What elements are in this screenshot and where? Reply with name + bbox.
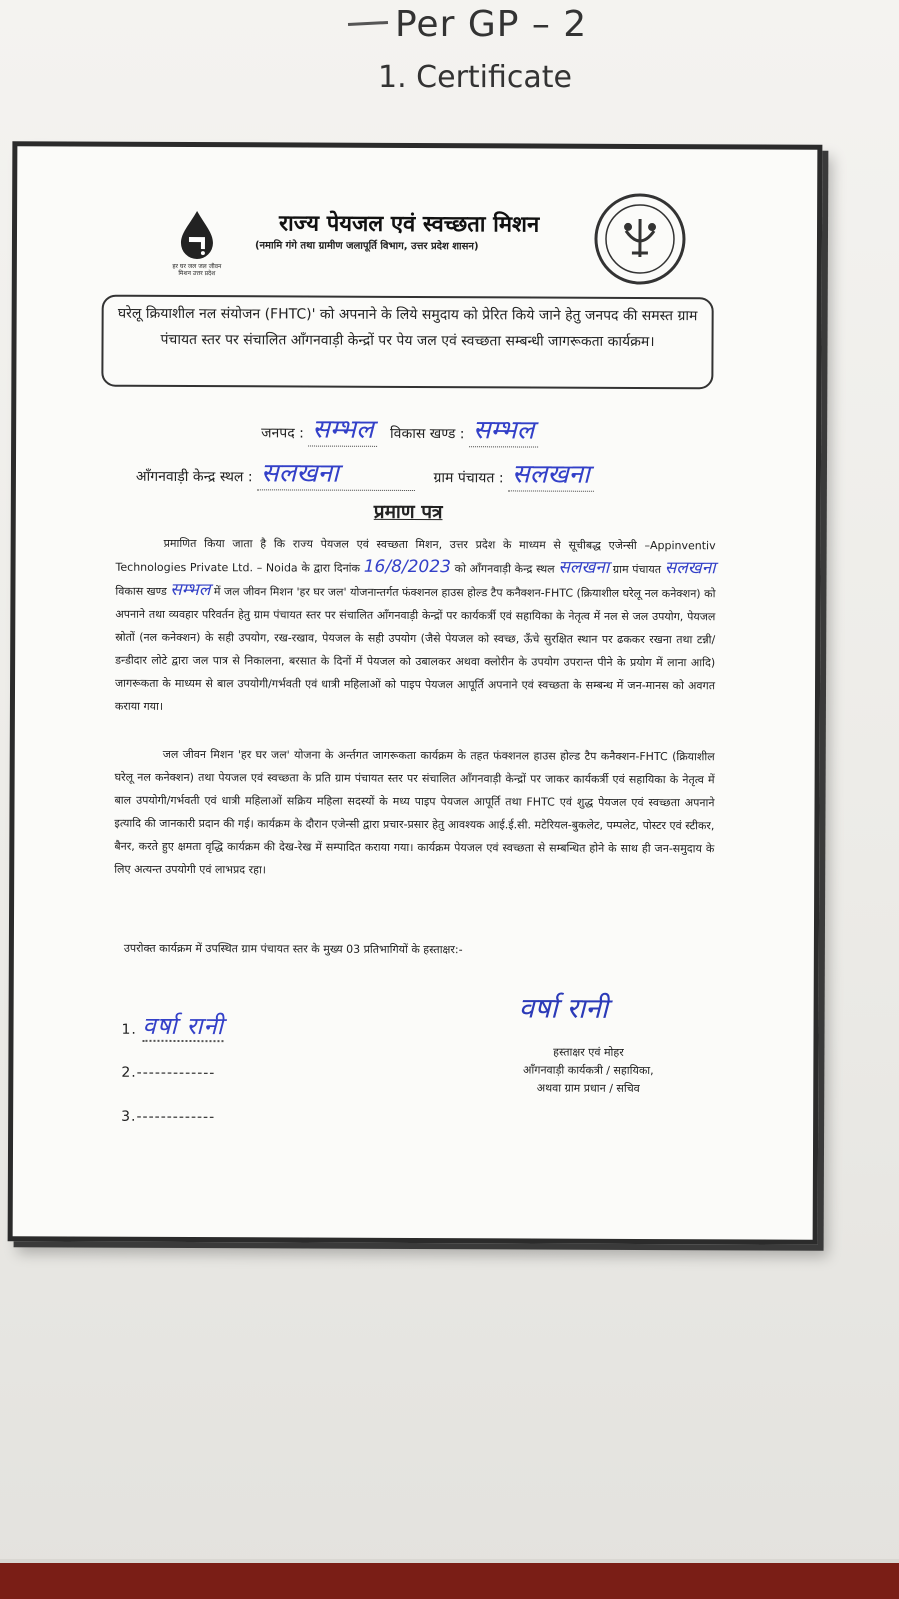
program-banner: घरेलू क्रियाशील नल संयोजन (FHTC)' को अपनाने के लिये समुदाय को प्रेरित किये जाने हेतु जनपद की समस्त ग्राम पंचायत स्तर पर संचालित आँगनवाड़ी केन्द्रों पर पेय जल एवं स्वच्छता सम्बन्धी जागरूकता कार्यक्रम। (101, 295, 713, 390)
certificate-paragraph-1 (115, 532, 716, 721)
signature-stamp-caption (508, 1043, 668, 1098)
stamp-line-2: आँगनवाड़ी कार्यकत्री / सहायिका, (522, 1063, 654, 1078)
uttar-pradesh-emblem (592, 191, 688, 287)
date-value: 16/8/2023 (363, 556, 451, 578)
vikas-value: सम्भल (469, 410, 538, 447)
signature-intro: उपरोक्त कार्यक्रम में उपस्थित ग्राम पंचायत स्तर के मुख्य 03 प्रतिभागियों के हस्ताक्षर:- (123, 941, 463, 957)
certificate-paragraph-2: जल जीवन मिशन 'हर घर जल' योजना के अर्न्तगत जागरूकता कार्यक्रम के तहत फंक्शनल हाउस होल्ड टैप कनैक्शन-FHTC (क्रियाशील घरेलू नल कनेक्शन) तथा पेयजल एवं स्वच्छता के प्रति ग्राम पंचायत स्तर पर संचालित आँगनवाड़ी केन्द्रों पर जाकर कार्यकर्त्री एवं सहायिका के नेतृत्व में बाल उपयोगी/गर्भवती एवं धात्री महिलाओं सक्रिय महिला सदस्यों के मध्य पाइप पेयजल आपूर्ति तथा FHTC एवं शुद्ध पेयजल एवं स्वच्छता अपनाने इत्यादि की जानकारी प्रदान की गई। कार्यक्रम के दौरान एजेन्सी द्वारा प्रचार-प्रसार हेतु आवश्यक आई.ई.सी. मटेरियल-बुकलेट, पम्पलेट, पोस्टर एवं स्टीकर, बैनर, करते हुए क्षमता वृद्धि कार्यक्रम की देख-रेख में सम्पादित कराया गया। कार्यक्रम पेयजल एवं स्वच्छता से सम्बन्धित होने के साथ ही जन-समुदाय के लिए अत्यन्त उपयोगी एवं लाभप्रद रहा। (114, 747, 715, 877)
logo-tagline: हर घर जल जल जीवन मिशन उत्तर प्रदेश (172, 262, 222, 278)
gram-value: सलखना (508, 454, 594, 491)
janpad-value: सम्भल (308, 410, 377, 447)
kendra-field (136, 453, 594, 492)
certificate-sheet (8, 141, 823, 1245)
signature-1-handwritten: वर्षा रानी (142, 1011, 225, 1041)
stamp-line-1: हस्ताक्षर एवं मोहर (553, 1045, 624, 1059)
para1-start: प्रमाणित किया जाता है कि राज्य पेयजल एवं स्वच्छता मिशन, उत्तर प्रदेश के माध्यम से सूचीबद्ध एजेन्सी –Appinventiv Technologies Private Ltd. – Noida के द्वारा दिनांक (115, 536, 716, 575)
table-surface (0, 1563, 899, 1599)
signature-line-2: 2.------------- (121, 1064, 216, 1082)
vikas-hand-value: सम्भल (170, 579, 211, 601)
signature-1-number: 1. (121, 1021, 137, 1038)
janpad-label: जनपद : (261, 425, 304, 442)
handwritten-page-title: Per GP – 2 (395, 4, 588, 45)
gram-hand-value: सलखना (664, 558, 716, 579)
para1-rest: में जल जीवन मिशन 'हर घर जल' योजनान्तर्गत फंक्शनल हाउस होल्ड टैप कनैक्शन-FHTC (क्रियाशील घरेलू नल कनेक्शन) को अपनाने तथा व्यवहार परिवर्तन हेतु ग्राम पंचायत स्तर पर संचालित आँगनवाड़ी केन्द्रों पर कार्यकर्त्री एवं सहायिका के नेतृत्व में नल से जल उपयोग, पेयजल स्रोतों (नल कनेक्शन) के सही उपयोग, रख-रखाव, पेयजल के सही उपयोग (जैसे पेयजल को स्वच्छ, ऊँचे सुरक्षित स्थान पर ढककर रखना तथा टन्नी/डन्डीदार लोटे द्वारा जल पात्र से निकालना, बरसात के दिनों में पेयजल को उबालकर अथवा क्लोरीन के उपयोग उपरान्त पीने के प्रयोग में लाना आदि) जागरूकता के माध्यम से बाल उपयोगी/गर्भवती एवं धात्री महिलाओं को पाइप पेयजल आपूर्ति अपनाने एवं स्वच्छता के सम्बन्ध में जन-मानस को अवगत कराया गया। (114, 585, 716, 713)
signature-line-1 (121, 1009, 224, 1042)
stamp-line-3: अथवा ग्राम प्रधान / सचिव (536, 1081, 640, 1095)
para1-vikas: विकास खण्ड (115, 584, 167, 598)
janpad-field (261, 409, 538, 447)
gram-label: ग्राम पंचायत : (433, 470, 504, 487)
kendra-value: सलखना (257, 453, 415, 491)
signature-line-3: 3.------------- (121, 1108, 216, 1126)
vikas-label: विकास खण्ड : (390, 425, 465, 443)
para1-mid: को आँगनवाड़ी केन्द्र स्थल (454, 562, 555, 576)
organization-subtitle: (नमामि गंगे तथा ग्रामीण जलापूर्ति विभाग, उत्तर प्रदेश शासन) (254, 240, 479, 253)
para1-gram: ग्राम पंचायत (612, 562, 662, 577)
organization-title: राज्य पेयजल एवं स्वच्छता मिशन (278, 211, 540, 238)
certificate-heading: प्रमाण पत्र (373, 500, 443, 524)
kendra-hand-value: सलखना (558, 557, 610, 578)
handwritten-subtitle: 1. Certificate (378, 60, 572, 95)
kendra-label: आँगनवाड़ी केन्द्र स्थल : (135, 468, 253, 486)
water-drop-tap-logo (167, 207, 227, 287)
anganwadi-signature: वर्षा रानी (518, 991, 609, 1025)
